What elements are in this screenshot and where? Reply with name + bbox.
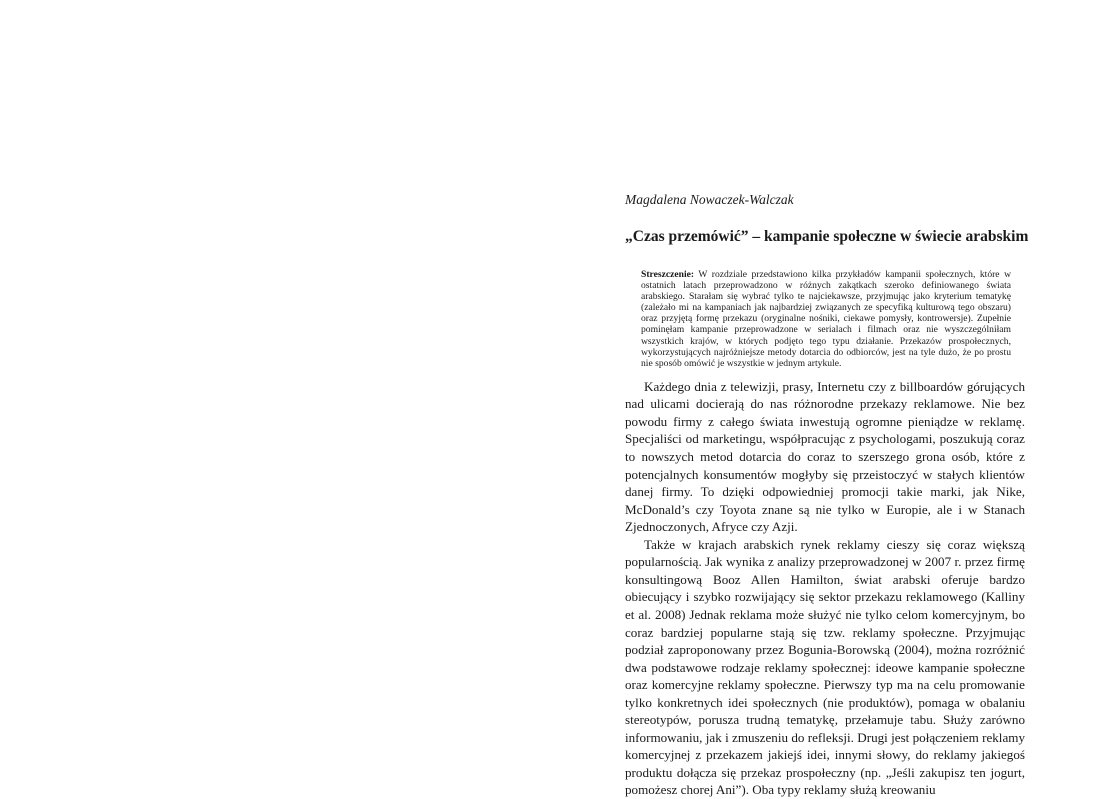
chapter-title: „Czas przemówić” – kampanie społeczne w świecie arabskim: [625, 228, 1029, 245]
paragraph: Także w krajach arabskich rynek reklamy cieszy się coraz większą popularnością. Jak wynika z analizy przeprowadzonej w 2007 r. przez firmę konsultingową Booz Allen Hamilton, świat arabski oferuje bardzo obiecujący i szybko rozwijający się sektor przekazu reklamowego (Kalliny et al. 2008) Jednak reklama może służyć nie tylko celom komercyjnym, bo coraz bardziej popularne stają się tzw. reklamy społeczne. Przyjmując podział zaproponowany przez Bogunia-Borowską (2004), można rozróżnić dwa podstawowe rodzaje reklamy społecznej: ideowe kampanie społeczne oraz komercyjne reklamy społeczne. Pierwszy typ ma na celu promowanie tylko konkretnych idei społecznych (nie produktów), pomaga w obalaniu stereotypów, porusza trudną tematykę, przełamuje tabu. Służy zarówno informowaniu, jak i zmuszeniu do refleksji. Drugi jest połączeniem reklamy komercyjnej z przekazem jakiejś idei, innymi słowy, do reklamy jakiegoś produktu dołącza się przekaz prospołeczny (np. „Jeśli zakupisz ten jogurt, pomożesz chorej Ani”). Oba typy reklamy służą kreowaniu: [625, 536, 1025, 798]
body-text: [625, 378, 1025, 799]
paragraph: Każdego dnia z telewizji, prasy, Internetu czy z billboardów górujących nad ulicami docierają do nas różnorodne przekazy reklamowe. Nie bez powodu firmy z całego świata inwestują ogromne pieniądze w reklamę. Specjaliści od marketingu, współpracując z psychologami, poszukują coraz to nowszych metod dotarcia do coraz to szerszego grona osób, które z potencjalnych konsumentów mogłyby się przeistoczyć w stałych klientów danej firmy. To dzięki odpowiedniej promocji takie marki, jak Nike, McDonald’s czy Toyota znane są nie tylko w Europie, ale i w Stanach Zjednoczonych, Afryce czy Azji.: [625, 378, 1025, 535]
book-page: [625, 191, 1029, 799]
author-name: Magdalena Nowaczek-Walczak: [625, 192, 794, 207]
abstract-label: Streszczenie:: [641, 269, 695, 280]
abstract: [641, 269, 1011, 369]
abstract-text: W rozdziale przedstawiono kilka przykładów kampanii społecznych, które w ostatnich latach przeprowadzono w różnych zakątkach szeroko definiowanego świata arabskiego. Starałam się wybrać tylko te najciekawsze, przyjmując jako kryterium tematykę (zależało mi na kampaniach jak najbardziej związanych ze specyfiką kulturową tego obszaru) oraz przyjętą formę przekazu (oryginalne nośniki, ciekawe pomysły, kontrowersje). Zupełnie pominęłam kampanie przeprowadzone w serialach i filmach oraz nie wyszczególniłam wszystkich krajów, w których podjęto tego typu działanie. Przekazów prospołecznych, wykorzystujących najróżniejsze metody dotarcia do odbiorców, jest na tyle dużo, że po prostu nie sposób omówić je wszystkie w jednym artykule.: [641, 269, 1011, 369]
